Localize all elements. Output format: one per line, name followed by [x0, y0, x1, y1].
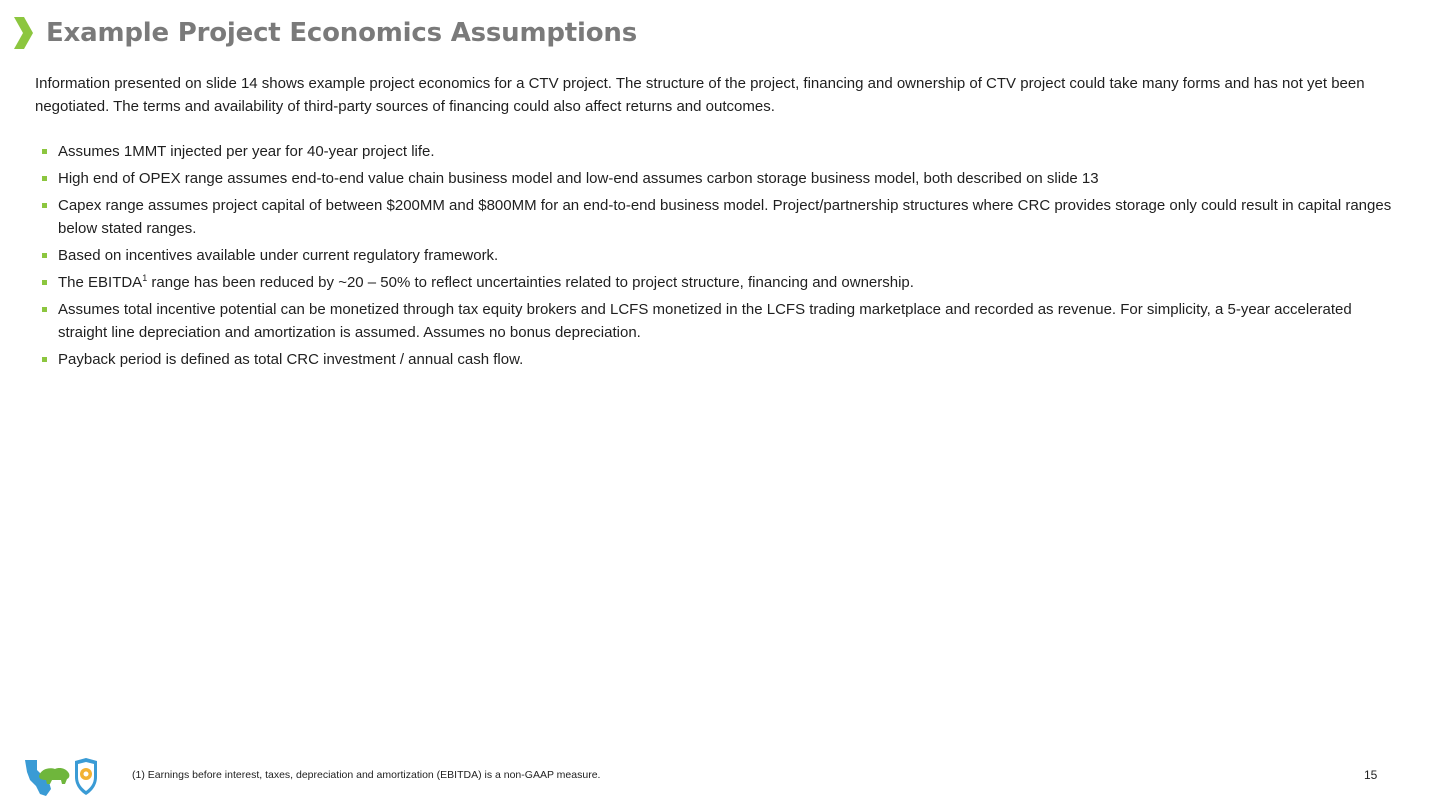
list-item: [42, 244, 1402, 267]
intro-paragraph: Information presented on slide 14 shows example project economics for a CTV project. The structure of the project, financing and ownership of CTV project could take many forms and has not yet been negotiated. The terms and availability of third-party sources of financing could also affect returns and outcomes.: [35, 75, 1365, 115]
list-item: [42, 271, 1402, 294]
footnote-ref: 1: [142, 273, 148, 283]
page-number: 15: [1364, 768, 1378, 782]
slide-header: [12, 16, 637, 50]
bullet-square-icon: [42, 307, 47, 312]
list-item: [42, 140, 1402, 163]
bullet-square-icon: [42, 149, 47, 154]
bullet-square-icon: [42, 203, 47, 208]
list-item: [42, 167, 1402, 190]
bullet-square-icon: [42, 253, 47, 258]
footer-logos: [22, 756, 102, 798]
assumptions-list: [42, 140, 1402, 375]
bullet-text: High end of OPEX range assumes end-to-end value chain business model and low-end assumes carbon storage business model, both described on slide 13: [58, 170, 1099, 187]
bullet-text: Payback period is defined as total CRC investment / annual cash flow.: [58, 351, 524, 368]
bullet-text: Assumes 1MMT injected per year for 40-year project life.: [58, 143, 435, 160]
bullet-square-icon: [42, 357, 47, 362]
chevron-right-icon: [12, 16, 34, 50]
bullet-text: Capex range assumes project capital of between $200MM and $800MM for an end-to-end business model. Project/partnership structures where CRC provides storage only could result in capital ranges below stated ranges.: [58, 197, 1392, 237]
ebitda-range-text: range has been reduced by ~20 – 50% to reflect uncertainties related to project structure, financing and ownership.: [147, 274, 914, 291]
list-item: [42, 194, 1402, 240]
bullet-square-icon: [42, 176, 47, 181]
footnote: (1) Earnings before interest, taxes, depreciation and amortization (EBITDA) is a non-GAAP measure.: [132, 769, 601, 781]
bullet-text: Assumes total incentive potential can be monetized through tax equity brokers and LCFS monetized in the LCFS trading marketplace and recorded as revenue. For simplicity, a 5-year accelerated straight line depreciation and amortization is assumed. Assumes no bonus depreciation.: [58, 301, 1352, 341]
page-title: Example Project Economics Assumptions: [46, 18, 637, 48]
ebitda-label: The EBITDA: [58, 274, 143, 291]
shield-logo-icon: [75, 758, 97, 795]
company-logo: [22, 756, 102, 798]
bullet-text: [58, 271, 1402, 294]
list-item: [42, 348, 1402, 371]
list-item: [42, 298, 1402, 344]
bullet-text: Based on incentives available under current regulatory framework.: [58, 247, 499, 264]
bullet-square-icon: [42, 280, 47, 285]
